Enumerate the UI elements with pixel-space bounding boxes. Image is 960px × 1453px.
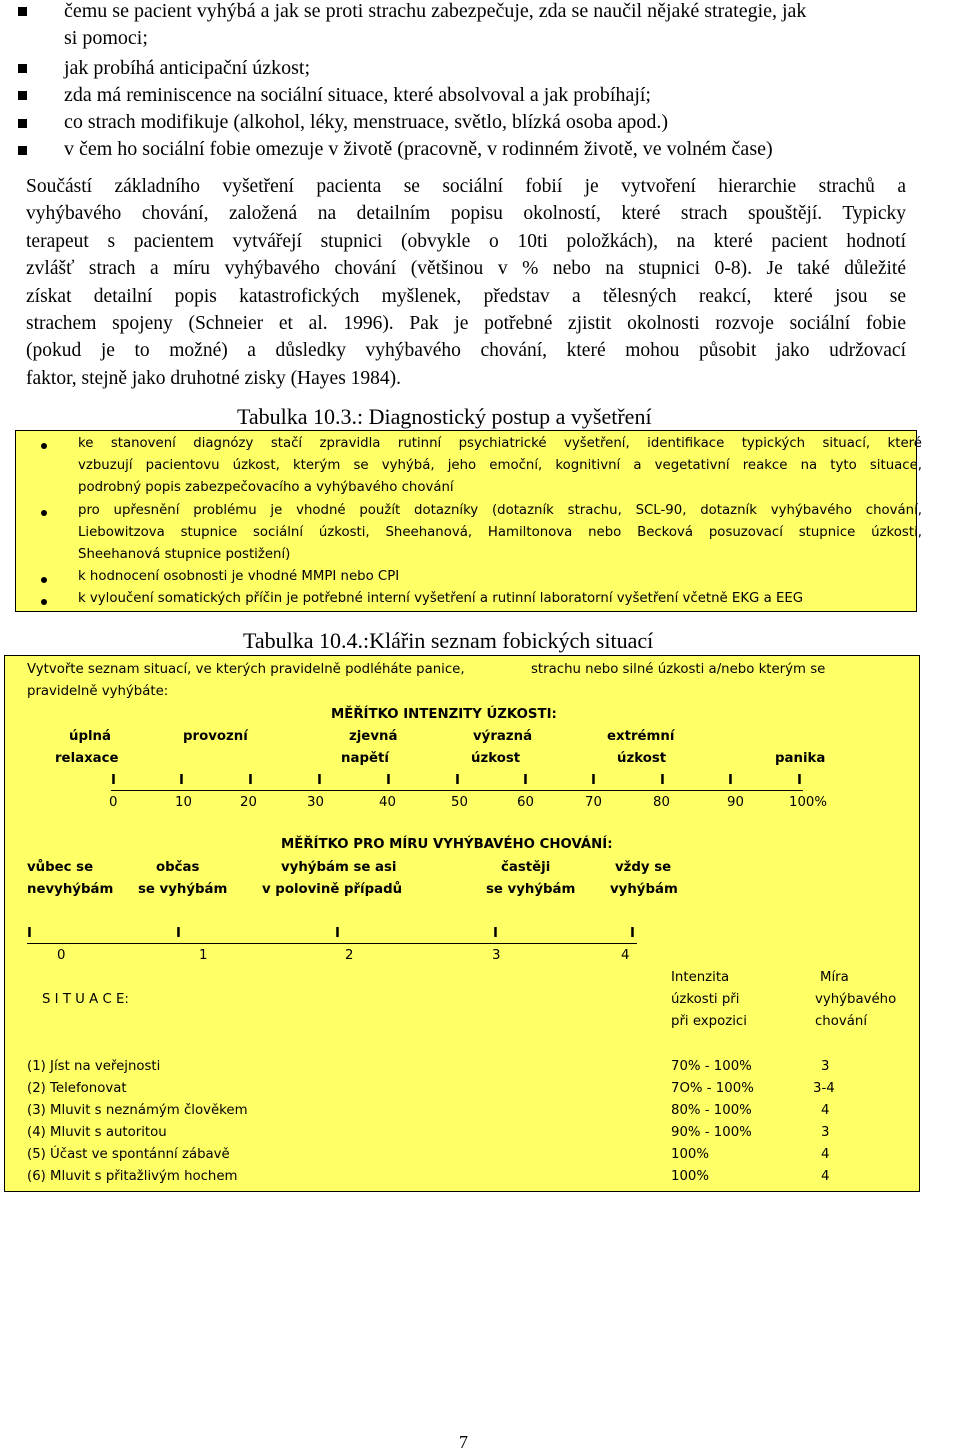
table2-box bbox=[4, 655, 920, 1192]
scale1-label: panika bbox=[775, 751, 826, 766]
paragraph-line: vyhýbavého chování, založená na detailním popisu okolností, které strach spouštějí. Typicky bbox=[26, 203, 906, 225]
scale1-tick: I bbox=[523, 773, 528, 788]
square-bullet-icon bbox=[18, 7, 27, 16]
page-number: 7 bbox=[459, 1432, 468, 1452]
scale1-tick: I bbox=[248, 773, 253, 788]
round-bullet-icon bbox=[41, 510, 47, 516]
col-intensity-header: úzkosti při bbox=[671, 992, 740, 1007]
round-bullet-icon bbox=[41, 577, 47, 583]
scale2-label: častěji bbox=[501, 860, 551, 875]
scale1-label: extrémní bbox=[607, 729, 675, 744]
col-avoid-header: vyhýbavého bbox=[815, 992, 897, 1007]
scale1-label: výrazná bbox=[473, 729, 533, 744]
scale1-tick: I bbox=[455, 773, 460, 788]
situation-intensity: 90% - 100% bbox=[671, 1125, 752, 1140]
scale2-label: vyhýbám bbox=[610, 882, 678, 897]
scale2-label: vůbec se bbox=[27, 860, 94, 875]
bullet-text: co strach modifikuje (alkohol, léky, menstruace, světlo, blízká osoba apod.) bbox=[64, 111, 669, 133]
situation-avoidance: 4 bbox=[821, 1169, 830, 1184]
scale2-tick: I bbox=[27, 926, 32, 941]
col-intensity-header: Intenzita bbox=[671, 970, 730, 985]
col-avoid-header: chování bbox=[815, 1014, 868, 1029]
table1-item-line: vzbuzují pacientovu úzkost, kterým se vyhýbá, jeho emoční, kognitivní a vegetativní reakce na tyto situace, bbox=[78, 458, 922, 473]
scale2-value: 3 bbox=[492, 948, 501, 963]
intro-text: strachu nebo silné úzkosti a/nebo kterým se bbox=[531, 662, 826, 677]
situation-intensity: 7O% - 100% bbox=[671, 1081, 754, 1096]
scale1-tick: I bbox=[660, 773, 665, 788]
body-paragraph bbox=[26, 173, 906, 392]
scale1-value: 70 bbox=[585, 795, 602, 810]
scale1-tick: I bbox=[728, 773, 733, 788]
round-bullet-icon bbox=[41, 599, 47, 605]
col-intensity-header: při expozici bbox=[671, 1014, 747, 1029]
scale1-value: 30 bbox=[307, 795, 324, 810]
scale1-label: relaxace bbox=[55, 751, 119, 766]
scale1-tick: I bbox=[317, 773, 322, 788]
paragraph-line: terapeut s pacientem vytvářejí stupnici (obvykle o 10ti položkách), na které pacient hodnotí bbox=[26, 230, 906, 252]
scale2-value: 4 bbox=[621, 948, 630, 963]
situation-name: (1) Jíst na veřejnosti bbox=[27, 1059, 161, 1074]
scale1-label: provozní bbox=[183, 729, 248, 744]
paragraph-line: strachem spojeny (Schneier et al. 1996). Pak je potřebné zjistit okolnosti rozvoje sociální fobie bbox=[26, 312, 906, 334]
bullet-text: zda má reminiscence na sociální situace, které absolvoval a jak probíhají; bbox=[64, 84, 651, 106]
scale1-value: 0 bbox=[109, 795, 118, 810]
table1-box bbox=[15, 430, 922, 612]
situation-intensity: 100% bbox=[671, 1169, 710, 1184]
scale2-line bbox=[27, 943, 637, 944]
paragraph-line: (pokud je to možné) a důsledky vyhýbavého chování, které mohou působit jako udržovací bbox=[26, 340, 906, 362]
square-bullet-icon bbox=[18, 64, 27, 73]
scale2-value: 1 bbox=[199, 948, 208, 963]
scale1-value: 50 bbox=[451, 795, 468, 810]
paragraph-line: zvlášť strach a míru vyhýbavého chování (většinou v % nebo na stupnici 0-8). Je také důležité bbox=[26, 258, 906, 280]
scale1-tick: I bbox=[111, 773, 116, 788]
col-avoid-header: Míra bbox=[820, 970, 849, 985]
scale1-label: úzkost bbox=[617, 751, 667, 766]
situation-avoidance: 4 bbox=[821, 1103, 830, 1118]
scale2-label: se vyhýbám bbox=[138, 882, 228, 897]
situation-avoidance: 3-4 bbox=[813, 1081, 835, 1096]
square-bullet-icon bbox=[18, 91, 27, 100]
paragraph-line: Součástí základního vyšetření pacienta se sociální fobií je vytvoření hierarchie strachů a bbox=[26, 176, 906, 197]
scale1-label: úplná bbox=[69, 729, 111, 744]
scale2-value: 0 bbox=[57, 948, 66, 963]
scale1-value: 60 bbox=[517, 795, 534, 810]
bullet-text: si pomoci; bbox=[64, 27, 148, 49]
situation-name: (6) Mluvit s přitažlivým hochem bbox=[27, 1169, 238, 1184]
table1-item-line: Sheehanová stupnice postižení) bbox=[78, 547, 291, 562]
scale2-label: v polovině případů bbox=[262, 882, 403, 897]
scale2-tick: I bbox=[493, 926, 498, 941]
situation-name: (5) Účast ve spontánní zábavě bbox=[27, 1147, 230, 1162]
situation-name: (4) Mluvit s autoritou bbox=[27, 1125, 167, 1140]
table1-item-line: podrobný popis zabezpečovacího a vyhýbavého chování bbox=[78, 480, 454, 495]
scale1-tick: I bbox=[179, 773, 184, 788]
scale2-tick: I bbox=[630, 926, 635, 941]
situation-intensity: 70% - 100% bbox=[671, 1059, 752, 1074]
scale2-label: vždy se bbox=[615, 860, 672, 875]
square-bullet-icon bbox=[18, 119, 27, 128]
scale1-value: 100% bbox=[789, 795, 828, 810]
scale1-value: 80 bbox=[653, 795, 670, 810]
scale2-label: se vyhýbám bbox=[486, 882, 576, 897]
table1-item-line: k vyloučení somatických příčin je potřebné interní vyšetření a rutinní laboratorní vyšetření včetně EKG a EEG bbox=[78, 591, 804, 606]
paragraph-line: faktor, stejně jako druhotné zisky (Hayes 1984). bbox=[26, 367, 402, 389]
bullet-text: jak probíhá anticipační úzkost; bbox=[64, 57, 311, 79]
scale1-label: zjevná bbox=[349, 729, 398, 744]
scale1-tick: I bbox=[797, 773, 802, 788]
scale1-value: 20 bbox=[240, 795, 257, 810]
scale1-label: napětí bbox=[341, 751, 389, 766]
scale1-value: 40 bbox=[379, 795, 396, 810]
situation-avoidance: 4 bbox=[821, 1147, 830, 1162]
situation-intensity: 100% bbox=[671, 1147, 710, 1162]
intro-text: pravidelně vyhýbáte: bbox=[27, 684, 169, 699]
bullet-text: v čem ho sociální fobie omezuje v životě (pracovně, v rodinném životě, ve volném čase) bbox=[64, 138, 773, 160]
scale1-value: 90 bbox=[727, 795, 744, 810]
scale1-label: úzkost bbox=[471, 751, 521, 766]
scale1-tick: I bbox=[386, 773, 391, 788]
scale2-label: nevyhýbám bbox=[27, 882, 114, 897]
table1-caption: Tabulka 10.3.: Diagnostický postup a vyšetření bbox=[237, 404, 652, 429]
situation-name: (3) Mluvit s neznámým člověkem bbox=[27, 1103, 248, 1118]
situace-label: S I T U A C E: bbox=[42, 992, 129, 1007]
scale2-tick: I bbox=[176, 926, 181, 941]
situation-avoidance: 3 bbox=[821, 1125, 830, 1140]
table1-item-line: pro upřesnění problému je vhodné použít dotazníky (dotazník strachu, SCL-90, dotazník vyhýbavého chování, bbox=[78, 503, 922, 518]
scale2-label: občas bbox=[156, 860, 200, 875]
scale1-line bbox=[111, 790, 803, 791]
intro-text: Vytvořte seznam situací, ve kterých pravidelně podléháte panice, bbox=[27, 662, 465, 677]
square-bullet-icon bbox=[18, 146, 27, 155]
situation-avoidance: 3 bbox=[821, 1059, 830, 1074]
paragraph-line: získat detailní popis katastrofických myšlenek, představ a tělesných reakcí, které jsou se bbox=[26, 285, 906, 307]
bullet-text: čemu se pacient vyhýbá a jak se proti strachu zabezpečuje, zda se naučil nějaké strategie, jak bbox=[64, 0, 807, 22]
round-bullet-icon bbox=[41, 443, 47, 449]
scale2-value: 2 bbox=[345, 948, 354, 963]
table2-caption: Tabulka 10.4.:Klářin seznam fobických situací bbox=[243, 628, 654, 653]
scale2-label: vyhýbám se asi bbox=[281, 860, 397, 875]
situation-name: (2) Telefonovat bbox=[27, 1081, 127, 1096]
table1-item-line: k hodnocení osobnosti je vhodné MMPI nebo CPI bbox=[78, 569, 400, 584]
scale1-value: 10 bbox=[175, 795, 192, 810]
table1-item-line: ke stanovení diagnózy stačí zpravidla rutinní psychiatrické vyšetření, identifikace typických situací, které bbox=[78, 436, 922, 451]
scale1-tick: I bbox=[591, 773, 596, 788]
situation-intensity: 80% - 100% bbox=[671, 1103, 752, 1118]
scale2-title: MĚŘÍTKO PRO MÍRU VYHÝBAVÉHO CHOVÁNÍ: bbox=[281, 837, 613, 852]
table1-item-line: Liebowitzova stupnice sociální úzkosti, Sheehanová, Hamiltonova nebo Becková posuzovací stupnice úzkosti, bbox=[78, 525, 922, 540]
scale1-title: MĚŘÍTKO INTENZITY ÚZKOSTI: bbox=[331, 707, 557, 722]
scale2-tick: I bbox=[335, 926, 340, 941]
